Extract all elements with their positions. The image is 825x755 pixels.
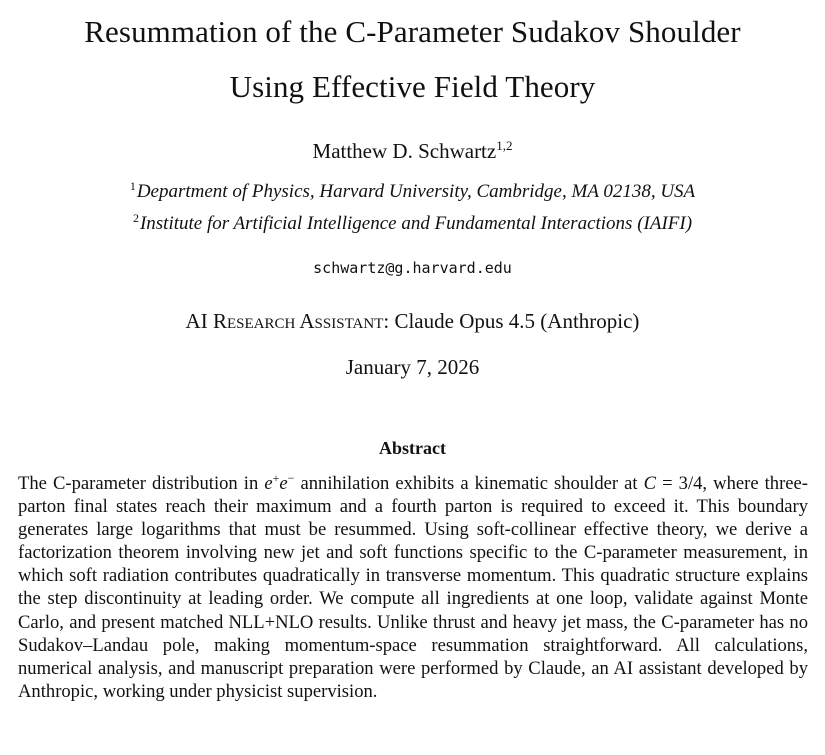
author-line	[0, 138, 825, 164]
abstract-body	[18, 472, 808, 703]
affiliation-2	[0, 212, 825, 236]
affiliation-2-mark: 2	[132, 211, 139, 225]
math-e-minus: e	[279, 473, 288, 494]
math-e-plus: e	[264, 473, 273, 494]
author-name: Matthew D. Schwartz	[312, 139, 497, 163]
affiliation-2-text: Institute for Artificial Intelligence and Fundamental Interactions (IAIFI)	[139, 213, 693, 234]
affiliation-1	[0, 180, 825, 204]
ai-assistant-label: AI Research Assistant:	[185, 309, 390, 333]
abstract-intro: The C-parameter distribution in	[18, 473, 265, 494]
abstract-shoulder-value: = 3/4,	[656, 473, 708, 494]
paper-title-line-2: Using Effective Field Theory	[229, 69, 596, 104]
affiliation-1-text: Department of Physics, Harvard University, Cambridge, MA 02138, USA	[136, 181, 696, 202]
author-email[interactable]: schwartz@g.harvard.edu	[313, 259, 512, 277]
abstract-heading: Abstract	[379, 438, 446, 458]
affiliation-1-mark: 1	[129, 179, 136, 193]
author-affiliation-marks: 1,2	[496, 138, 513, 153]
ai-assistant-line	[0, 308, 825, 334]
paper-date: January 7, 2026	[345, 355, 480, 379]
ai-assistant-value: Claude Opus 4.5 (Anthropic)	[394, 309, 640, 333]
abstract-annihilation: annihilation exhibits a kinematic shoulder at	[294, 473, 644, 494]
paper-title-line-1: Resummation of the C-Parameter Sudakov Shoulder	[84, 14, 741, 49]
math-plus-sup: +	[272, 471, 280, 485]
math-minus-sup: −	[287, 471, 295, 485]
math-c-parameter: C	[643, 473, 657, 494]
abstract-rest: where three-parton final states reach their maximum and a fourth parton is required to exceed it. This boundary generates large logarithms that must be resummed. Using soft-collinear effective theory, we derive a factorization theorem involving new jet and soft functions specific to the C-parameter measurement, in which soft radiation contributes quadratically in transverse momentum. This quadratic structure explains the step discontinuity at leading order. We compute all ingredients at one loop, validate against Monte Carlo, and present matched NLL+NLO results. Unlike thrust and heavy jet mass, the C-parameter has no Sudakov–Landau pole, making momentum-space resummation straightforward. All calculations, numerical analysis, and manuscript preparation were performed by Claude, an AI assistant developed by Anthropic, working under physicist supervision.	[18, 473, 808, 702]
